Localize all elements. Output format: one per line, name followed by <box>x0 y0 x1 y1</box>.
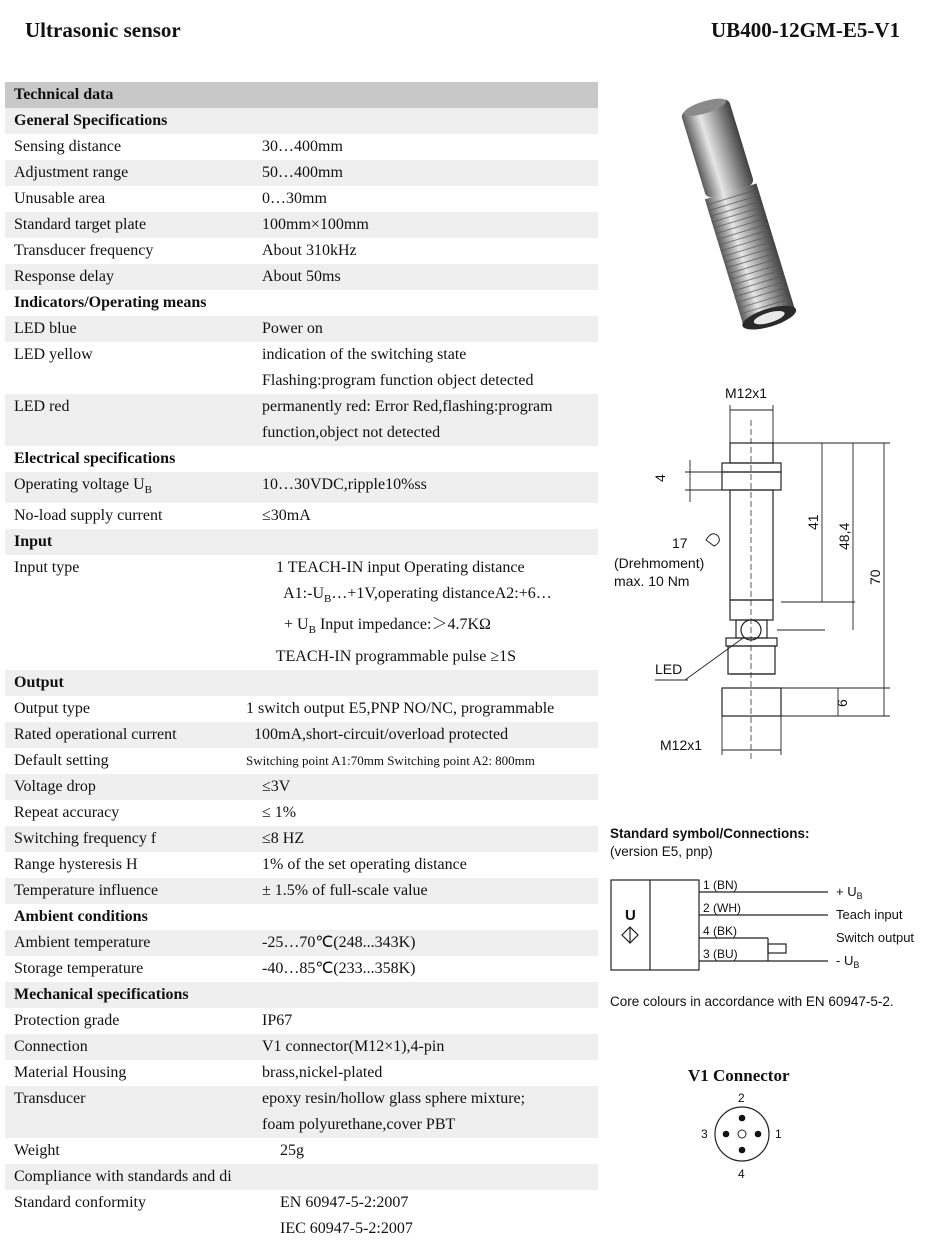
row-value-line: 1% of the set operating distance <box>262 855 467 873</box>
row-value <box>262 800 598 826</box>
thread-bottom-label: M12x1 <box>660 737 703 753</box>
wire-1-signal: + $U_B$ <box>836 884 863 901</box>
row-value-line: 100mA,short-circuit/overload protected <box>254 725 509 743</box>
symbol-subtitle: (version E5, pnp) <box>610 844 713 859</box>
section-header <box>5 290 598 316</box>
core-colours-note: Core colours in accordance with EN 60947-5-2. <box>610 994 894 1009</box>
row-label: Temperature influence <box>14 881 159 899</box>
row-value <box>262 394 598 446</box>
wrench-size-label: 17 <box>672 535 688 551</box>
row-value <box>262 238 598 264</box>
table-row <box>5 1008 598 1034</box>
row-value <box>262 503 598 529</box>
pin-2-dot <box>739 1115 746 1122</box>
wire-2-id: 2 (WH) <box>703 901 741 915</box>
v1-connector-title: V1 Connector <box>688 1066 790 1085</box>
symbol-title: Standard symbol/Connections: <box>610 826 810 841</box>
row-value-line: Switching point A1:70mm Switching point A2: 800mm <box>246 752 535 768</box>
wire-2-signal: Teach input <box>836 907 903 922</box>
row-value-line: ≤30mA <box>262 507 311 525</box>
pin-3-dot <box>723 1131 730 1138</box>
table-row <box>5 1034 598 1060</box>
led-label: LED <box>655 661 683 677</box>
row-label: Unusable area <box>14 190 106 207</box>
row-value-line: ± 1.5% of full-scale value <box>262 881 428 899</box>
row-label: Material Housing <box>14 1063 127 1081</box>
row-label: Input <box>14 533 53 551</box>
row-label: Standard conformity <box>14 1193 146 1211</box>
row-value <box>262 186 598 212</box>
row-value <box>262 826 598 852</box>
wire-4-id: 3 (BU) <box>703 947 738 961</box>
row-value-line: TEACH-IN programmable pulse ≥1S <box>272 647 516 665</box>
row-value <box>262 316 598 342</box>
row-label: LED yellow <box>14 346 93 363</box>
section-header <box>5 982 598 1008</box>
table-row <box>5 1138 598 1164</box>
row-label: LED red <box>14 398 70 415</box>
table-row <box>5 316 598 342</box>
row-label: Compliance with standards and di <box>14 1167 232 1185</box>
symbol-body-letter: U <box>625 907 636 924</box>
section-header <box>5 904 598 930</box>
pin-4-dot <box>739 1147 746 1154</box>
row-label: Connection <box>14 1037 88 1055</box>
dim-70-label: 70 <box>867 569 883 585</box>
section-header <box>5 108 598 134</box>
row-value-line: EN 60947-5-2:2007 <box>280 1193 409 1211</box>
row-value <box>262 472 598 498</box>
row-label: Transducer <box>14 1089 86 1107</box>
section-header <box>5 446 598 472</box>
table-row <box>5 342 598 394</box>
row-label: Response delay <box>14 268 114 285</box>
row-label: Rated operational current <box>14 725 177 743</box>
table-row <box>5 212 598 238</box>
row-value-line: epoxy resin/hollow glass sphere mixture; <box>262 1089 526 1107</box>
table-row <box>5 134 598 160</box>
row-value-line: 30…400mm <box>262 138 343 155</box>
row-value-line: -25…70℃(248...343K) <box>262 933 416 951</box>
row-value-line: -40…85℃(233...358K) <box>262 959 416 977</box>
row-label: Indicators/Operating means <box>14 294 207 311</box>
table-row <box>5 472 598 503</box>
row-value-line: About 50ms <box>262 268 341 285</box>
row-value <box>262 774 598 800</box>
row-value-line: indication of the switching state <box>262 346 467 363</box>
row-value <box>262 852 598 878</box>
row-value <box>280 1190 598 1242</box>
row-value <box>254 722 598 748</box>
row-value-line: 100mm×100mm <box>262 216 369 233</box>
dim-48-label: 48,4 <box>836 522 852 550</box>
wire-3-id: 4 (BK) <box>703 924 738 938</box>
table-row <box>5 748 598 774</box>
row-label: Switching frequency f <box>14 829 157 847</box>
row-value <box>262 1060 598 1086</box>
row-value-line: + $U_B$ Input impedance:＞4.7KΩ <box>272 616 491 637</box>
table-row <box>5 774 598 800</box>
dim-6-label: 6 <box>834 699 850 707</box>
table-row <box>5 1086 598 1138</box>
pin-3-label: 3 <box>701 1127 708 1141</box>
table-row <box>5 503 598 529</box>
table-row <box>5 1190 598 1242</box>
section-header <box>5 529 598 555</box>
table-row <box>5 826 598 852</box>
row-label: Standard target plate <box>14 216 147 233</box>
row-value-line: ≤3V <box>262 777 291 795</box>
row-value <box>262 1034 598 1060</box>
row-value-line: foam polyurethane,cover PBT <box>262 1115 456 1133</box>
row-value <box>280 1138 598 1164</box>
row-value-line: 1 switch output E5,PNP NO/NC, programmable <box>246 699 555 717</box>
row-value <box>262 134 598 160</box>
row-value-line: 25g <box>280 1141 304 1159</box>
table-title: Technical data <box>14 86 114 103</box>
wire-1-id: 1 (BN) <box>703 878 738 892</box>
row-label: LED blue <box>14 320 77 337</box>
row-value <box>262 930 598 956</box>
row-value <box>246 748 598 774</box>
row-label: Output type <box>14 699 90 717</box>
table-row <box>5 800 598 826</box>
row-value-line: IEC 60947-5-2:2007 <box>280 1219 413 1237</box>
row-label: Protection grade <box>14 1011 120 1029</box>
row-value-line: V1 connector(M12×1),4-pin <box>262 1037 445 1055</box>
connection-symbol <box>608 872 938 977</box>
row-value-line: 1 TEACH-IN input Operating distance <box>272 559 525 577</box>
table-row <box>5 696 598 722</box>
dimension-drawing <box>610 380 900 770</box>
row-label: Voltage drop <box>14 777 96 795</box>
row-value <box>262 342 598 394</box>
section-header <box>5 670 598 696</box>
pin-1-label: 1 <box>775 1127 782 1141</box>
row-value-line: brass,nickel-plated <box>262 1063 383 1081</box>
thread-top-label: M12x1 <box>725 385 768 401</box>
row-label: Mechanical specifications <box>14 985 189 1003</box>
row-value-line: About 310kHz <box>262 242 357 259</box>
row-value <box>262 264 598 290</box>
table-row <box>5 956 598 982</box>
table-rows <box>5 108 598 1242</box>
dim-4-label: 4 <box>652 474 668 482</box>
row-value-line: Flashing:program function object detected <box>262 372 534 389</box>
table-row <box>5 555 598 669</box>
technical-data-table <box>5 82 598 1242</box>
pin-1-dot <box>755 1131 762 1138</box>
pin-2-label: 2 <box>738 1091 745 1105</box>
table-row <box>5 852 598 878</box>
table-row <box>5 238 598 264</box>
row-value <box>262 1008 598 1034</box>
row-label: Ambient conditions <box>14 907 148 925</box>
row-label: Default setting <box>14 751 109 769</box>
row-value <box>246 696 598 722</box>
row-label: Adjustment range <box>14 164 129 181</box>
row-value-line: IP67 <box>262 1011 293 1029</box>
row-value-line: 50…400mm <box>262 164 343 181</box>
table-row <box>5 1164 598 1190</box>
row-label: Ambient temperature <box>14 933 151 951</box>
row-label-subscript: B <box>144 484 152 497</box>
table-row <box>5 722 598 748</box>
table-row <box>5 1060 598 1086</box>
row-value-line: ≤8 HZ <box>262 829 305 847</box>
torque-value: max. 10 Nm <box>614 573 690 589</box>
row-value <box>262 160 598 186</box>
row-value <box>262 956 598 982</box>
row-value <box>262 1086 598 1138</box>
row-value-line: 10…30VDC,ripple10%ss <box>262 476 427 493</box>
row-label: Repeat accuracy <box>14 803 120 821</box>
table-row <box>5 878 598 904</box>
row-label: Output <box>14 673 64 691</box>
row-label: No-load supply current <box>14 507 163 525</box>
row-label: Storage temperature <box>14 959 144 977</box>
row-label: Input type <box>14 559 80 577</box>
row-label: Operating voltage $U_B$ <box>14 476 152 497</box>
table-row <box>5 394 598 446</box>
row-value-line: function,object not detected <box>262 424 441 441</box>
table-title-row <box>5 82 598 108</box>
row-value <box>262 878 598 904</box>
row-value <box>272 555 598 669</box>
wire-3-signal: Switch output <box>836 930 915 945</box>
pin-4-label: 4 <box>738 1167 745 1181</box>
sensor-photo <box>660 92 820 352</box>
row-value-line: Power on <box>262 320 323 337</box>
table-row <box>5 930 598 956</box>
row-label: Sensing distance <box>14 138 122 155</box>
row-value-line: ≤ 1% <box>262 803 297 821</box>
wire-4-signal: - $U_B$ <box>836 953 860 970</box>
row-label: General Specifications <box>14 112 168 129</box>
torque-label: (Drehmoment) <box>614 555 705 571</box>
row-value-line: 0…30mm <box>262 190 327 207</box>
table-row <box>5 264 598 290</box>
row-value <box>262 212 598 238</box>
row-label: Weight <box>14 1141 60 1159</box>
row-value-line: permanently red: Error Red,flashing:program <box>262 398 553 415</box>
row-label: Transducer frequency <box>14 242 154 259</box>
table-row <box>5 186 598 212</box>
dim-41-label: 41 <box>805 514 821 530</box>
model-number: UB400-12GM-E5-V1 <box>711 18 900 42</box>
row-label: Range hysteresis H <box>14 855 138 873</box>
product-type-title: Ultrasonic sensor <box>25 18 181 42</box>
row-label: Electrical specifications <box>14 450 176 467</box>
v1-connector-pinout <box>695 1088 795 1183</box>
table-row <box>5 160 598 186</box>
row-value-line: $A1:-U_B\dots+1V,operating$ distanceA2:+6… <box>272 585 552 606</box>
